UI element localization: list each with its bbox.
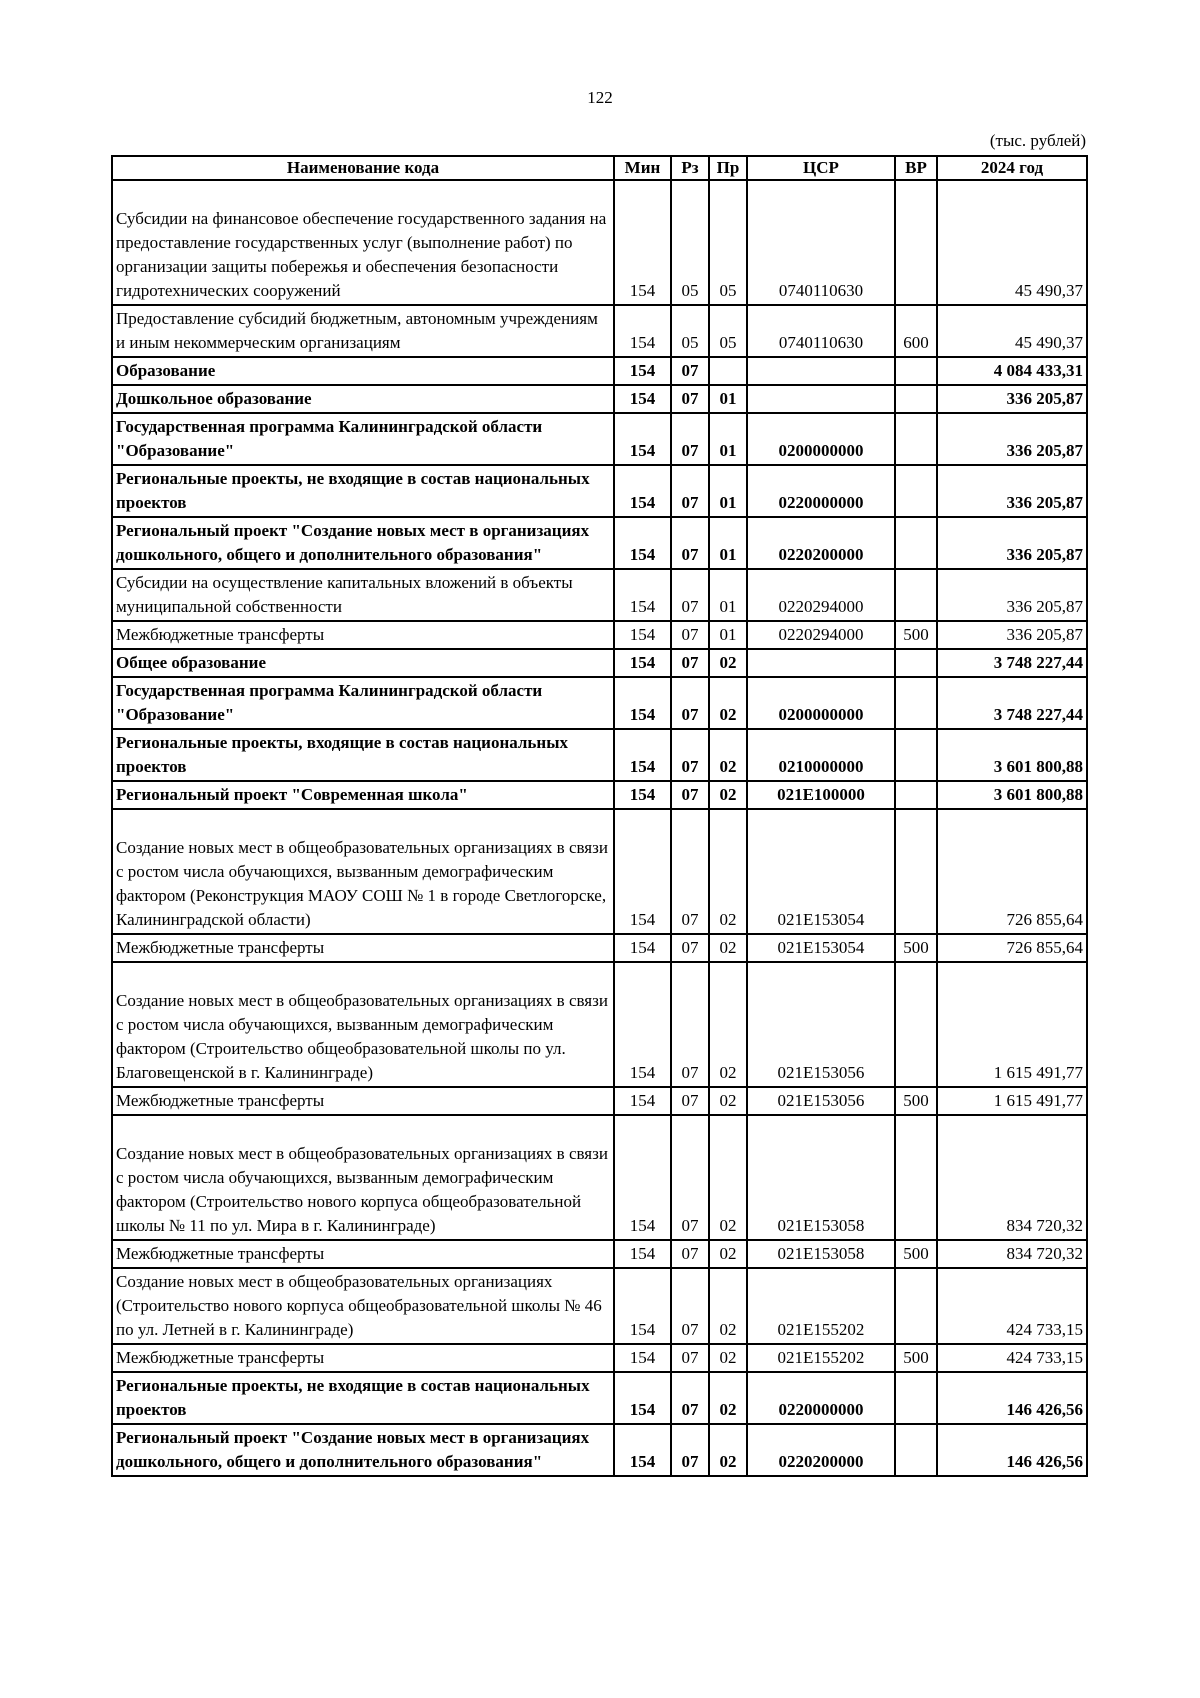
cell-rz: 07 [671,962,709,1087]
table-row [112,465,1087,517]
cell-amount: 336 205,87 [937,569,1087,621]
cell-csr: 0220294000 [747,569,895,621]
cell-min: 154 [614,677,671,729]
cell-csr: 0220000000 [747,465,895,517]
cell-amount: 834 720,32 [937,1115,1087,1240]
cell-csr: 0200000000 [747,677,895,729]
cell-min: 154 [614,729,671,781]
cell-vr [895,649,937,677]
cell-vr [895,781,937,809]
cell-rz: 07 [671,385,709,413]
cell-rz: 07 [671,934,709,962]
cell-vr: 500 [895,934,937,962]
cell-rz: 07 [671,809,709,934]
table-header-row [112,156,1087,180]
cell-min: 154 [614,180,671,305]
table-row [112,357,1087,385]
cell-csr: 0220000000 [747,1372,895,1424]
cell-name: Межбюджетные трансферты [112,934,614,962]
cell-vr [895,1115,937,1240]
cell-name: Создание новых мест в общеобразовательных организациях в связи с ростом числа обучающихся, вызванным демографическим фактором (Строительство общеобразовательной школы по ул. Благовещенской в г. Калининграде) [112,962,614,1087]
cell-vr [895,729,937,781]
cell-vr: 500 [895,1344,937,1372]
cell-csr: 021E153056 [747,962,895,1087]
cell-amount: 146 426,56 [937,1424,1087,1476]
table-row [112,1344,1087,1372]
header-min: Мин [614,156,671,180]
cell-amount: 424 733,15 [937,1268,1087,1344]
table-row [112,1087,1087,1115]
cell-amount: 1 615 491,77 [937,962,1087,1087]
cell-vr [895,413,937,465]
cell-csr: 021E100000 [747,781,895,809]
cell-pr: 02 [709,809,747,934]
cell-amount: 424 733,15 [937,1344,1087,1372]
cell-rz: 07 [671,465,709,517]
cell-amount: 3 748 227,44 [937,677,1087,729]
cell-csr: 0220200000 [747,517,895,569]
cell-name: Межбюджетные трансферты [112,1344,614,1372]
cell-vr [895,1372,937,1424]
cell-csr [747,649,895,677]
cell-pr: 01 [709,465,747,517]
cell-rz: 07 [671,1268,709,1344]
cell-amount: 1 615 491,77 [937,1087,1087,1115]
cell-name: Создание новых мест в общеобразовательных организациях в связи с ростом числа обучающихся, вызванным демографическим фактором (Строительство нового корпуса общеобразовательной школы № 11 по ул. Мира в г. Калининграде) [112,1115,614,1240]
header-name: Наименование кода [112,156,614,180]
table-row [112,781,1087,809]
cell-pr: 01 [709,621,747,649]
cell-pr: 02 [709,781,747,809]
cell-min: 154 [614,305,671,357]
table-row [112,809,1087,934]
cell-csr: 021E153058 [747,1240,895,1268]
cell-name: Государственная программа Калининградской области "Образование" [112,413,614,465]
table-row [112,934,1087,962]
units-label: (тыс. рублей) [989,131,1086,150]
cell-csr [747,357,895,385]
table-body [112,180,1087,1476]
cell-vr: 500 [895,1240,937,1268]
table-row [112,962,1087,1087]
cell-rz: 07 [671,413,709,465]
cell-pr: 02 [709,1240,747,1268]
cell-pr: 02 [709,1344,747,1372]
cell-rz: 07 [671,781,709,809]
table-row [112,1268,1087,1344]
cell-csr: 021E153054 [747,934,895,962]
cell-rz: 07 [671,649,709,677]
cell-name: Общее образование [112,649,614,677]
cell-rz: 07 [671,1240,709,1268]
cell-min: 154 [614,649,671,677]
cell-pr: 05 [709,305,747,357]
cell-min: 154 [614,1087,671,1115]
cell-amount: 45 490,37 [937,180,1087,305]
cell-rz: 07 [671,357,709,385]
cell-vr: 500 [895,1087,937,1115]
cell-rz: 07 [671,517,709,569]
cell-min: 154 [614,385,671,413]
cell-amount: 336 205,87 [937,465,1087,517]
cell-pr: 02 [709,1087,747,1115]
cell-amount: 336 205,87 [937,385,1087,413]
table-row [112,677,1087,729]
cell-vr: 500 [895,621,937,649]
cell-pr: 02 [709,729,747,781]
cell-min: 154 [614,1372,671,1424]
cell-vr [895,569,937,621]
cell-pr: 02 [709,962,747,1087]
cell-vr [895,180,937,305]
cell-name: Государственная программа Калининградской области "Образование" [112,677,614,729]
table-row [112,1115,1087,1240]
cell-min: 154 [614,1115,671,1240]
table-row [112,180,1087,305]
cell-csr: 021E155202 [747,1344,895,1372]
cell-name: Образование [112,357,614,385]
cell-csr: 0220294000 [747,621,895,649]
cell-min: 154 [614,934,671,962]
cell-pr: 01 [709,517,747,569]
cell-min: 154 [614,1240,671,1268]
cell-rz: 07 [671,1087,709,1115]
cell-csr: 021E153058 [747,1115,895,1240]
cell-vr [895,962,937,1087]
cell-name: Субсидии на финансовое обеспечение государственного задания на предоставление государственных услуг (выполнение работ) по организации защиты побережья и обеспечения безопасности гидротехнических сооружений [112,180,614,305]
cell-amount: 336 205,87 [937,517,1087,569]
cell-vr [895,385,937,413]
cell-name: Межбюджетные трансферты [112,1240,614,1268]
cell-name: Региональный проект "Создание новых мест в организациях дошкольного, общего и дополнительного образования" [112,1424,614,1476]
cell-amount: 726 855,64 [937,809,1087,934]
cell-name: Предоставление субсидий бюджетным, автономным учреждениям и иным некоммерческим организациям [112,305,614,357]
cell-min: 154 [614,357,671,385]
cell-vr [895,1424,937,1476]
cell-name: Субсидии на осуществление капитальных вложений в объекты муниципальной собственности [112,569,614,621]
budget-table [111,155,1088,1477]
cell-pr: 02 [709,677,747,729]
table-row [112,621,1087,649]
cell-amount: 146 426,56 [937,1372,1087,1424]
cell-pr: 01 [709,569,747,621]
cell-amount: 336 205,87 [937,621,1087,649]
cell-name: Создание новых мест в общеобразовательных организациях в связи с ростом числа обучающихся, вызванным демографическим фактором (Реконструкция МАОУ СОШ № 1 в городе Светлогорске, Калининградской области) [112,809,614,934]
cell-vr [895,677,937,729]
cell-pr: 05 [709,180,747,305]
cell-vr [895,809,937,934]
header-vr: ВР [895,156,937,180]
cell-amount: 45 490,37 [937,305,1087,357]
cell-amount: 834 720,32 [937,1240,1087,1268]
table-row [112,385,1087,413]
cell-min: 154 [614,809,671,934]
cell-rz: 07 [671,1424,709,1476]
cell-amount: 3 748 227,44 [937,649,1087,677]
cell-name: Региональные проекты, не входящие в состав национальных проектов [112,465,614,517]
cell-name: Создание новых мест в общеобразовательных организациях (Строительство нового корпуса общеобразовательной школы № 46 по ул. Летней в г. Калининграде) [112,1268,614,1344]
table-row [112,1424,1087,1476]
cell-name: Региональный проект "Современная школа" [112,781,614,809]
cell-csr: 021E153054 [747,809,895,934]
cell-rz: 07 [671,1372,709,1424]
cell-name: Региональный проект "Создание новых мест в организациях дошкольного, общего и дополнительного образования" [112,517,614,569]
cell-rz: 07 [671,569,709,621]
cell-name: Дошкольное образование [112,385,614,413]
cell-rz: 07 [671,1344,709,1372]
cell-rz: 05 [671,180,709,305]
table-row [112,1240,1087,1268]
table-row [112,1372,1087,1424]
cell-rz: 05 [671,305,709,357]
header-pr: Пр [709,156,747,180]
cell-vr: 600 [895,305,937,357]
cell-amount: 4 084 433,31 [937,357,1087,385]
cell-min: 154 [614,413,671,465]
table-row [112,517,1087,569]
cell-pr: 02 [709,934,747,962]
cell-name: Межбюджетные трансферты [112,621,614,649]
cell-min: 154 [614,517,671,569]
cell-min: 154 [614,962,671,1087]
cell-min: 154 [614,1424,671,1476]
table-row [112,649,1087,677]
header-csr: ЦСР [747,156,895,180]
header-amount: 2024 год [937,156,1087,180]
cell-rz: 07 [671,677,709,729]
cell-name: Межбюджетные трансферты [112,1087,614,1115]
cell-csr: 021E153056 [747,1087,895,1115]
cell-vr [895,465,937,517]
table-row [112,729,1087,781]
cell-rz: 07 [671,1115,709,1240]
cell-vr [895,1268,937,1344]
cell-csr [747,385,895,413]
cell-csr: 021E155202 [747,1268,895,1344]
cell-rz: 07 [671,729,709,781]
cell-pr: 02 [709,1115,747,1240]
table-row [112,413,1087,465]
table-row [112,569,1087,621]
page-number: 122 [587,88,613,107]
header-rz: Рз [671,156,709,180]
cell-pr: 02 [709,1268,747,1344]
cell-min: 154 [614,1344,671,1372]
cell-csr: 0740110630 [747,180,895,305]
cell-amount: 726 855,64 [937,934,1087,962]
cell-amount: 3 601 800,88 [937,781,1087,809]
cell-rz: 07 [671,621,709,649]
cell-csr: 0200000000 [747,413,895,465]
cell-min: 154 [614,465,671,517]
cell-csr: 0210000000 [747,729,895,781]
cell-amount: 3 601 800,88 [937,729,1087,781]
cell-csr: 0220200000 [747,1424,895,1476]
cell-pr: 02 [709,1372,747,1424]
cell-pr: 02 [709,649,747,677]
cell-amount: 336 205,87 [937,413,1087,465]
cell-min: 154 [614,569,671,621]
cell-min: 154 [614,1268,671,1344]
cell-pr [709,357,747,385]
cell-pr: 01 [709,413,747,465]
cell-pr: 01 [709,385,747,413]
cell-vr [895,517,937,569]
cell-name: Региональные проекты, не входящие в состав национальных проектов [112,1372,614,1424]
cell-name: Региональные проекты, входящие в состав национальных проектов [112,729,614,781]
cell-min: 154 [614,621,671,649]
table-row [112,305,1087,357]
cell-csr: 0740110630 [747,305,895,357]
cell-vr [895,357,937,385]
cell-min: 154 [614,781,671,809]
cell-pr: 02 [709,1424,747,1476]
